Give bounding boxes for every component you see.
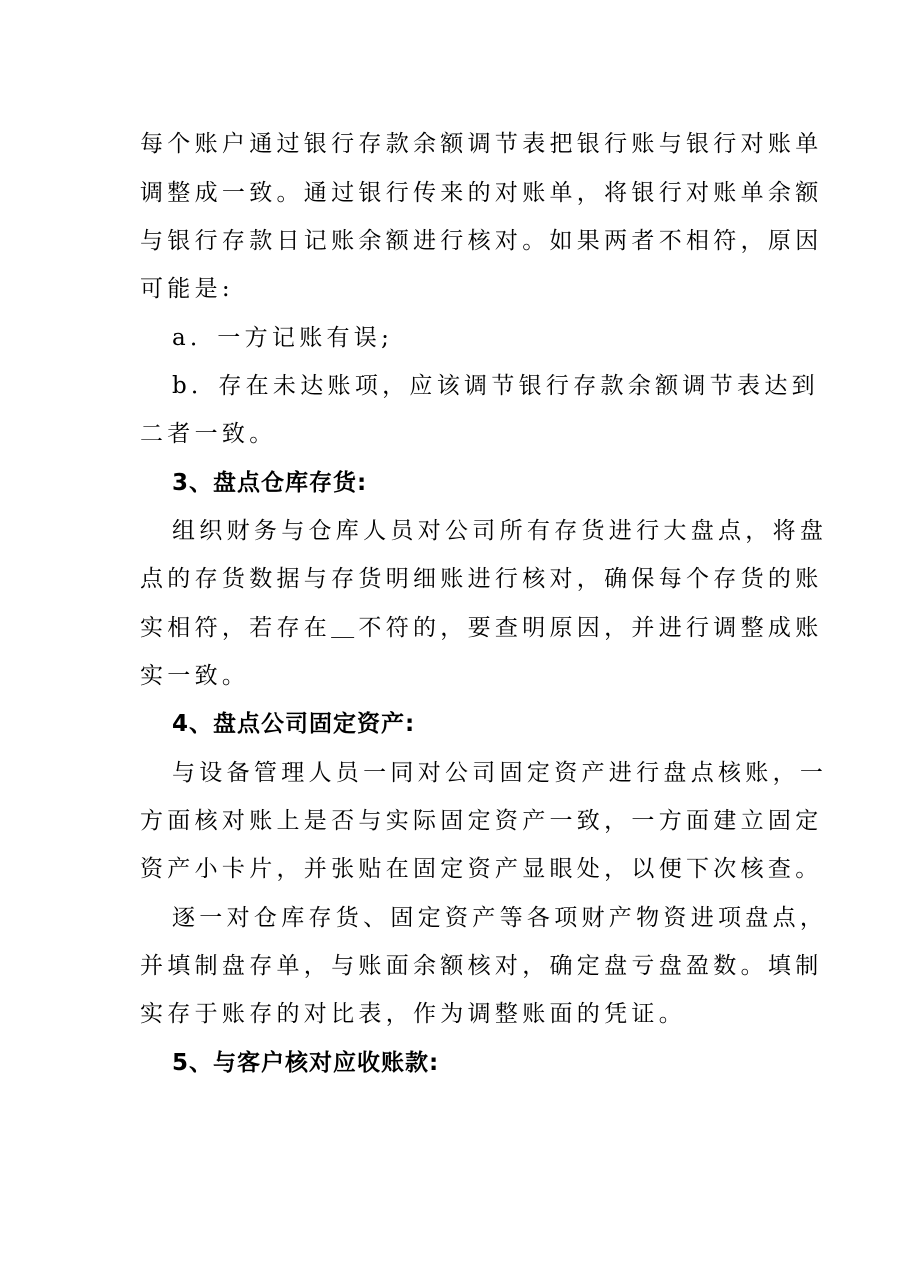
list-item-b: b．存在未达账项，应该调节银行存款余额调节表达到: [172, 373, 819, 399]
paragraph-line: 二者一致。: [140, 421, 277, 447]
section-heading-5: 5、与客户核对应收账款:: [172, 1050, 440, 1076]
paragraph-line: 组织财务与仓库人员对公司所有存货进行大盘点，将盘: [172, 518, 828, 544]
paragraph-line: 每个账户通过银行存款余额调节表把银行账与银行对账单: [140, 131, 823, 157]
paragraph-line: 可能是:: [140, 276, 234, 302]
section-heading-3: 3、盘点仓库存货:: [172, 470, 368, 496]
paragraph-line: 并填制盘存单，与账面余额核对，确定盘亏盘盈数。填制: [140, 953, 823, 979]
paragraph-line: 调整成一致。通过银行传来的对账单，将银行对账单余额: [140, 180, 823, 206]
section-heading-4: 4、盘点公司固定资产:: [172, 711, 416, 737]
list-item-a: a．一方记账有误;: [172, 325, 394, 351]
paragraph-line: 实相符，若存在＿不符的，要查明原因，并进行调整成账: [140, 615, 823, 641]
paragraph-line: 方面核对账上是否与实际固定资产一致，一方面建立固定: [140, 808, 823, 834]
paragraph-line: 与银行存款日记账余额进行核对。如果两者不相符，原因: [140, 228, 823, 254]
paragraph-line: 实存于账存的对比表，作为调整账面的凭证。: [140, 1001, 686, 1027]
paragraph-line: 资产小卡片，并张贴在固定资产显眼处，以便下次核查。: [140, 856, 823, 882]
paragraph-line: 与设备管理人员一同对公司固定资产进行盘点核账，一: [172, 760, 828, 786]
paragraph-line: 实一致。: [140, 663, 250, 689]
paragraph-line: 点的存货数据与存货明细账进行核对，确保每个存货的账: [140, 566, 823, 592]
paragraph-line: 逐一对仓库存货、固定资产等各项财产物资进项盘点，: [172, 905, 828, 931]
